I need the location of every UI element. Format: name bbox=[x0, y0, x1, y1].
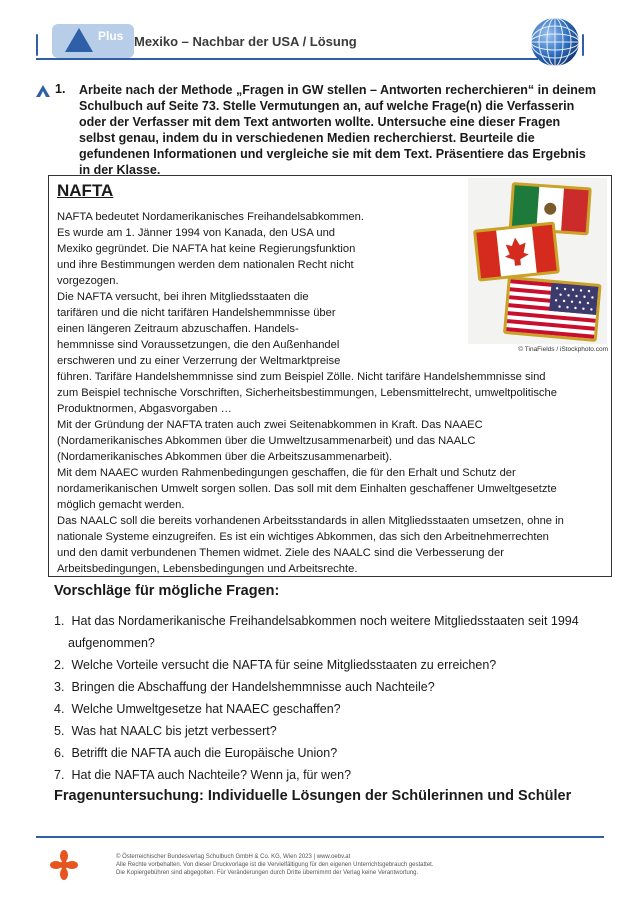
text-line: erschweren und zu einer Verzerrung der Weltmarktpreise bbox=[57, 355, 341, 367]
text-line: führen. Tarifäre Handelshemmnisse sind zum Beispiel Zölle. Nicht tarifäre Handelshemmnisse sind bbox=[57, 371, 546, 383]
text-line: Arbeitsbedingungen, Lebensbedingungen und Arbeitsrechte. bbox=[57, 563, 358, 575]
list-item bbox=[54, 720, 614, 742]
triangle-icon bbox=[65, 28, 93, 52]
text-line: (Nordamerikanisches Abkommen über die Arbeitszusammenarbeit). bbox=[57, 451, 393, 463]
item-text: Betrifft die NAFTA auch die Europäische Union? bbox=[71, 746, 338, 760]
item-number: 4. bbox=[54, 702, 65, 716]
footer-divider bbox=[36, 836, 604, 838]
footer-line-3: Die Kopiergebühren sind abgegolten. Für Veränderungen durch Dritte übernimmt der Verlag keine Verantwortung. bbox=[116, 870, 419, 876]
text-line: nordamerikanischen Umwelt sorgen sollen. Das soll mit dem Einhalten geschaffener Umweltgesetzte bbox=[57, 483, 557, 495]
box-text-full-width bbox=[57, 369, 605, 577]
usa-flag bbox=[503, 276, 602, 342]
item-text: Was hat NAALC bis jetzt verbessert? bbox=[71, 724, 277, 738]
list-item bbox=[54, 698, 614, 720]
list-item bbox=[54, 610, 614, 632]
item-text: Hat das Nordamerikanische Freihandelsabkommen noch weitere Mitgliedsstaaten seit 1994 bbox=[71, 614, 579, 628]
canada-flag bbox=[473, 221, 560, 281]
item-number: 6. bbox=[54, 746, 65, 760]
photo-credit: © TinaFields / iStockphoto.com bbox=[518, 346, 608, 353]
item-number: 3. bbox=[54, 680, 65, 694]
list-item-continuation bbox=[54, 632, 614, 654]
item-number: 5. bbox=[54, 724, 65, 738]
text-line: Die NAFTA versucht, bei ihren Mitgliedsstaaten die bbox=[57, 291, 309, 303]
suggestions-list bbox=[54, 610, 614, 786]
globe-icon bbox=[529, 16, 581, 68]
text-line: NAFTA bedeutet Nordamerikanisches Freihandelsabkommen. bbox=[57, 211, 364, 223]
item-text: aufgenommen? bbox=[68, 636, 155, 650]
text-line: Mit der Gründung der NAFTA traten auch zwei Seitenabkommen in Kraft. Das NAAEC bbox=[57, 419, 483, 431]
box-text-beside-photo bbox=[57, 209, 467, 369]
suggestions-title: Vorschläge für mögliche Fragen: bbox=[54, 583, 280, 599]
text-line: hemmnisse sind Voraussetzungen, die den Außenhandel bbox=[57, 339, 340, 351]
list-item bbox=[54, 654, 614, 676]
task-number: 1. bbox=[55, 82, 66, 96]
item-number: 1. bbox=[54, 614, 65, 628]
list-item bbox=[54, 742, 614, 764]
text-line: vorgezogen. bbox=[57, 275, 119, 287]
item-text: Bringen die Abschaffung der Handelshemmnisse auch Nachteile? bbox=[71, 680, 435, 694]
logo-text: Plus bbox=[98, 29, 124, 43]
text-line: Es wurde am 1. Jänner 1994 von Kanada, den USA und bbox=[57, 227, 336, 239]
page-title: Mexiko – Nachbar der USA / Lösung bbox=[134, 34, 357, 49]
item-text: Welche Vorteile versucht die NAFTA für seine Mitgliedsstaaten zu erreichen? bbox=[71, 658, 497, 672]
analysis-title: Fragenuntersuchung: Individuelle Lösungen der Schülerinnen und Schüler bbox=[54, 788, 572, 804]
text-line: Mit dem NAAEC wurden Rahmenbedingungen geschaffen, die für den Erhalt und Schutz der bbox=[57, 467, 516, 479]
text-line: Das NAALC soll die bereits vorhandenen Arbeitsstandards in allen Mitgliedsstaaten umsetzen, ohne in bbox=[57, 515, 564, 527]
item-number: 7. bbox=[54, 768, 65, 782]
box-title: NAFTA bbox=[57, 181, 114, 200]
publisher-logo-icon bbox=[50, 850, 78, 880]
list-item bbox=[54, 676, 614, 698]
text-line: möglich gemacht werden. bbox=[57, 499, 185, 511]
text-line: und ihre Bestimmungen werden dem nationalen Recht nicht bbox=[57, 259, 354, 271]
plus-logo bbox=[52, 24, 134, 58]
text-line: (Nordamerikanisches Abkommen über die Umweltzusammenarbeit) und das NAALC bbox=[57, 435, 476, 447]
text-line: Produktnormen, Abgasvorgaben … bbox=[57, 403, 232, 415]
list-item bbox=[54, 764, 614, 786]
text-line: und den damit verbundenen Themen widmet. Ziele des NAALC sind die Verbesserung der bbox=[57, 547, 504, 559]
flags-photo bbox=[468, 178, 607, 344]
level-triangle-icon bbox=[36, 85, 50, 97]
text-line: zum Beispiel technische Vorschriften, Sicherheitsbestimmungen, Lebensmittelrecht, umweltpolitische bbox=[57, 387, 557, 399]
text-line: nationale Systeme einzugreifen. Es ist ein wichtiges Abkommen, das sich den Arbeitnehmerrechten bbox=[57, 531, 549, 543]
text-line: Mexiko gegründet. Die NAFTA hat keine Regierungsfunktion bbox=[57, 243, 356, 255]
text-line: tarifären und die nicht tarifären Handelshemmnisse über bbox=[57, 307, 336, 319]
footer-line-2: Alle Rechte vorbehalten. Von dieser Druckvorlage ist die Vervielfältigung für den eigenen Unterrichtsgebrauch gestattet. bbox=[116, 862, 434, 868]
task-instructions: Arbeite nach der Methode „Fragen in GW stellen – Antworten recherchieren“ in deinem Schulbuch auf Seite 73. Stelle Vermutungen an, auf welche Frage(n) die Verfasserin oder der Verfasser mit dem Text antworten wollte. Untersuche eine dieser Fragen selbst genau, indem du in verschiedenen Medien recherchierst. Beurteile die gefundenen Informationen und vergleiche sie mit dem Text. Präsentiere das Ergebnis in der Klasse. bbox=[79, 83, 596, 177]
item-text: Hat die NAFTA auch Nachteile? Wenn ja, für wen? bbox=[71, 768, 352, 782]
footer-copyright bbox=[116, 853, 596, 877]
item-number: 2. bbox=[54, 658, 65, 672]
header-end-bar bbox=[582, 34, 584, 56]
footer-line-1: © Österreichischer Bundesverlag Schulbuch GmbH & Co. KG, Wien 2023 | www.oebv.at bbox=[116, 854, 351, 860]
text-line: einen längeren Zeitraum abzuschaffen. Handels- bbox=[57, 323, 299, 335]
item-text: Welche Umweltgesetze hat NAAEC geschaffen? bbox=[71, 702, 341, 716]
